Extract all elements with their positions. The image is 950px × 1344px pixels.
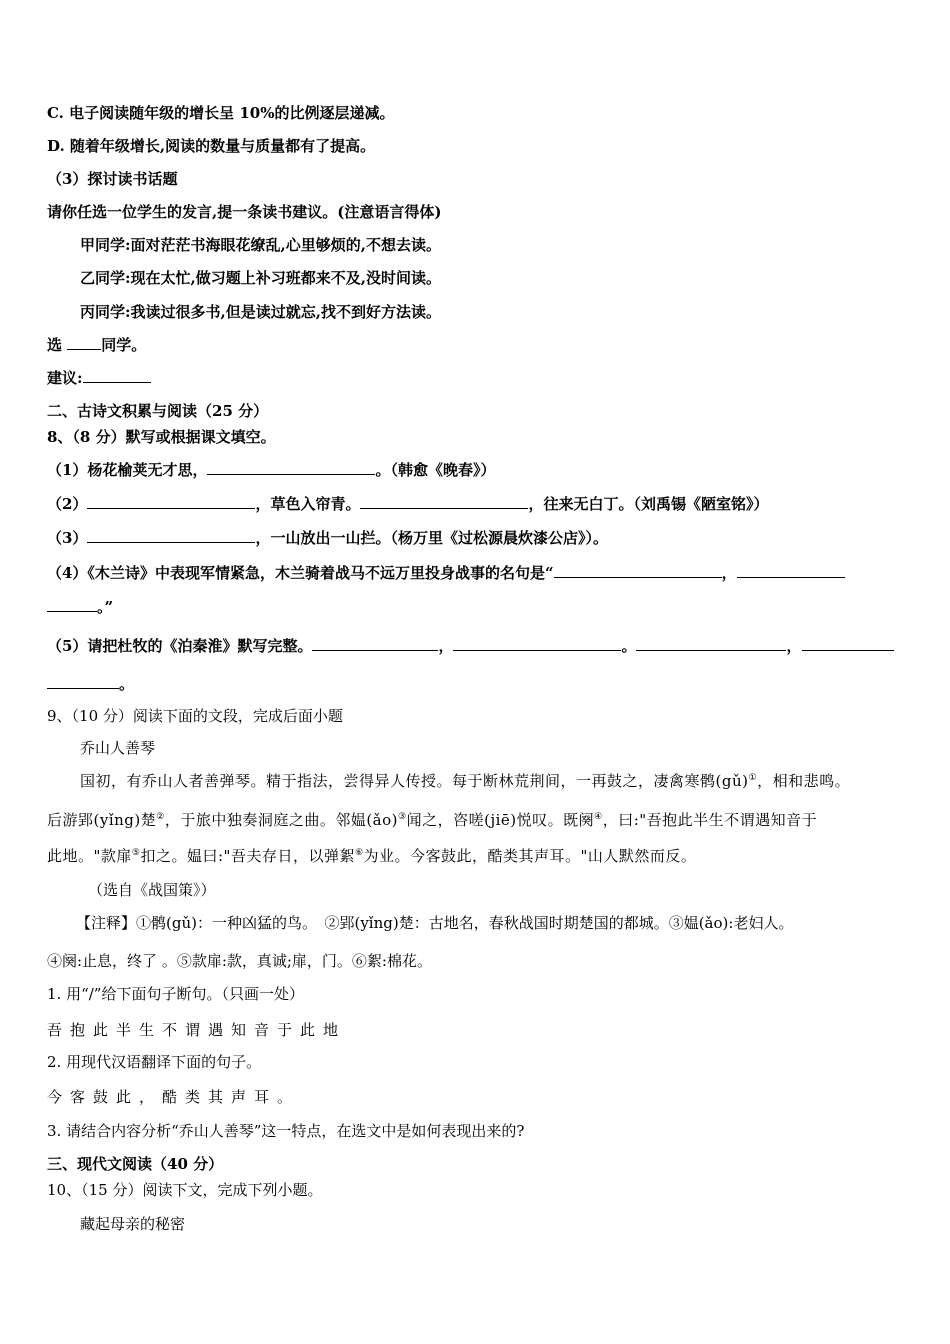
q8-4-blank-1[interactable] bbox=[554, 563, 722, 578]
q8-4-blank-2b[interactable] bbox=[47, 597, 97, 612]
q8-1-blank[interactable] bbox=[207, 460, 375, 475]
q8-3-source: ，一山放出一山拦。（杨万里《过松源晨炊漆公店》）。 bbox=[255, 529, 608, 547]
q8-item-4 bbox=[47, 563, 845, 583]
passage-9-text-1-end: ，相和悲鸣。 bbox=[757, 772, 851, 790]
passage-9-text-2a: 后游郢(yǐng)楚 bbox=[47, 811, 157, 829]
advice-label: 建议: bbox=[47, 369, 83, 387]
question-9-heading: 9、（10 分）阅读下面的文段，完成后面小题 bbox=[47, 707, 343, 725]
passage-9-text-3c: 为业。今客鼓此，酷类其声耳。"山人默然而反。 bbox=[363, 847, 697, 865]
passage-9-text-1: 国初，有乔山人者善弹琴。精于指法，尝得异人传授。每于断林荒荆间，一再鼓之，凄禽寒鹘(gǔ) bbox=[80, 772, 749, 790]
subquestion-9-2: 2. 用现代汉语翻译下面的句子。 bbox=[47, 1053, 262, 1071]
q8-5-blank-4a[interactable] bbox=[802, 636, 894, 651]
q8-item-5-cont bbox=[47, 674, 134, 694]
q8-2-middle: ，草色入帘青。 bbox=[255, 495, 361, 513]
notes-line-1: 【注释】①鹘(gǔ)：一种凶猛的鸟。 ②郢(yǐng)楚：古地名，春秋战国时期楚国的都城。③媪(ǎo):老妇人。 bbox=[76, 914, 794, 932]
student-a-statement: 甲同学:面对茫茫书海眼花缭乱,心里够烦的,不想去读。 bbox=[80, 236, 441, 254]
option-d: D. 随着年级增长,阅读的数量与质量都有了提高。 bbox=[47, 137, 376, 155]
passage-9-line-3 bbox=[47, 846, 696, 866]
q8-3-label: （3） bbox=[47, 529, 88, 547]
q8-2-blank-2[interactable] bbox=[360, 494, 528, 509]
question-10-heading: 10、（15 分）阅读下文，完成下列小题。 bbox=[47, 1181, 323, 1199]
q8-item-2 bbox=[47, 494, 768, 514]
subquestion-9-2-sentence: 今客鼓此，酷类其声耳。 bbox=[47, 1088, 301, 1106]
q8-4-text: （4）《木兰诗》中表现军情紧急，木兰骑着战马不远万里投身战事的名句是“ bbox=[47, 564, 554, 582]
q8-5-blank-2[interactable] bbox=[453, 636, 621, 651]
student-c-statement: 丙同学:我读过很多书,但是读过就忘,找不到好方法读。 bbox=[80, 303, 441, 321]
advice-blank[interactable] bbox=[83, 368, 151, 383]
question-8-heading: 8、（8 分）默写或根据课文填空。 bbox=[47, 428, 276, 446]
select-label: 选 bbox=[47, 336, 68, 354]
q8-2-blank-1[interactable] bbox=[87, 494, 255, 509]
q8-2-label: （2） bbox=[47, 495, 88, 513]
passage-9-text-2b: ，于旅中独奏洞庭之曲。邻媪(ǎo) bbox=[164, 811, 399, 829]
q8-1-text: （1）杨花榆荚无才思， bbox=[47, 461, 208, 479]
student-b-statement: 乙同学:现在太忙,做习题上补习班都来不及,没时间读。 bbox=[80, 269, 441, 287]
subquestion-9-3: 3. 请结合内容分析“乔山人善琴”这一特点，在选文中是如何表现出来的? bbox=[47, 1122, 525, 1140]
q8-5-period-1: 。 bbox=[621, 637, 637, 655]
advice-line bbox=[47, 368, 151, 388]
q8-item-1 bbox=[47, 460, 495, 480]
notes-line-2: ④阕:止息，终了 。⑤款扉:款，真诚;扉，门。⑥絮:棉花。 bbox=[47, 952, 432, 970]
passage-9-text-2d: ，曰:"吾抱此半生不谓遇知音于 bbox=[602, 811, 818, 829]
passage-9-source: （选自《战国策》） bbox=[88, 881, 216, 899]
note-ref-1: ① bbox=[748, 773, 758, 783]
select-student-line bbox=[47, 335, 146, 355]
option-c: C. 电子阅读随年级的增长呈 10%的比例逐层递减。 bbox=[47, 104, 395, 122]
note-ref-3: ③ bbox=[398, 812, 407, 822]
subquestion-3: （3）探讨读书话题 bbox=[47, 170, 178, 188]
subquestion-9-1-sentence: 吾抱此半生不谓遇知音于此地 bbox=[47, 1021, 347, 1039]
passage-9-text-2c: 闻之，咨嗟(jiē)悦叹。既阕 bbox=[406, 811, 595, 829]
passage-9-title: 乔山人善琴 bbox=[80, 739, 156, 757]
passage-9-line-2 bbox=[47, 810, 817, 830]
q8-4-comma: ， bbox=[721, 564, 737, 582]
section-3-heading: 三、现代文阅读（40 分） bbox=[47, 1155, 224, 1173]
q8-item-5 bbox=[47, 636, 894, 656]
subquestion-3-prompt: 请你任选一位学生的发言,提一条读书建议。(注意语言得体) bbox=[47, 203, 442, 221]
select-blank[interactable] bbox=[67, 335, 101, 350]
section-2-heading: 二、古诗文积累与阅读（25 分） bbox=[47, 402, 269, 420]
note-ref-5: ⑤ bbox=[131, 848, 141, 858]
q8-4-end: 。” bbox=[97, 598, 114, 616]
q8-item-4-cont bbox=[47, 597, 113, 617]
q8-3-blank[interactable] bbox=[87, 528, 255, 543]
q8-5-blank-4b[interactable] bbox=[47, 674, 119, 689]
passage-9-line-1 bbox=[80, 771, 850, 791]
q8-4-blank-2a[interactable] bbox=[737, 563, 845, 578]
q8-5-text: （5）请把杜牧的《泊秦淮》默写完整。 bbox=[47, 637, 313, 655]
q8-5-blank-1[interactable] bbox=[312, 636, 438, 651]
note-ref-2: ② bbox=[156, 812, 165, 822]
note-ref-6: ⑥ bbox=[354, 848, 364, 858]
q8-5-comma-2: ， bbox=[786, 637, 802, 655]
note-ref-4: ④ bbox=[594, 812, 603, 822]
select-suffix: 同学。 bbox=[101, 336, 147, 354]
passage-9-text-3a: 此地。"款扉 bbox=[47, 847, 132, 865]
passage-9-text-3b: 扣之。媪曰:"吾夫存日，以弹絮 bbox=[140, 847, 355, 865]
q8-5-comma-1: ， bbox=[438, 637, 454, 655]
q8-5-blank-3[interactable] bbox=[636, 636, 786, 651]
q8-2-source: ，往来无白丁。（刘禹锡《陋室铭》） bbox=[528, 495, 769, 513]
subquestion-9-1: 1. 用“/”给下面句子断句。（只画一处） bbox=[47, 985, 304, 1003]
passage-10-title: 藏起母亲的秘密 bbox=[80, 1215, 186, 1233]
q8-item-3 bbox=[47, 528, 608, 548]
q8-5-end: 。 bbox=[119, 675, 135, 693]
q8-1-source: 。（韩愈《晚春》） bbox=[375, 461, 496, 479]
